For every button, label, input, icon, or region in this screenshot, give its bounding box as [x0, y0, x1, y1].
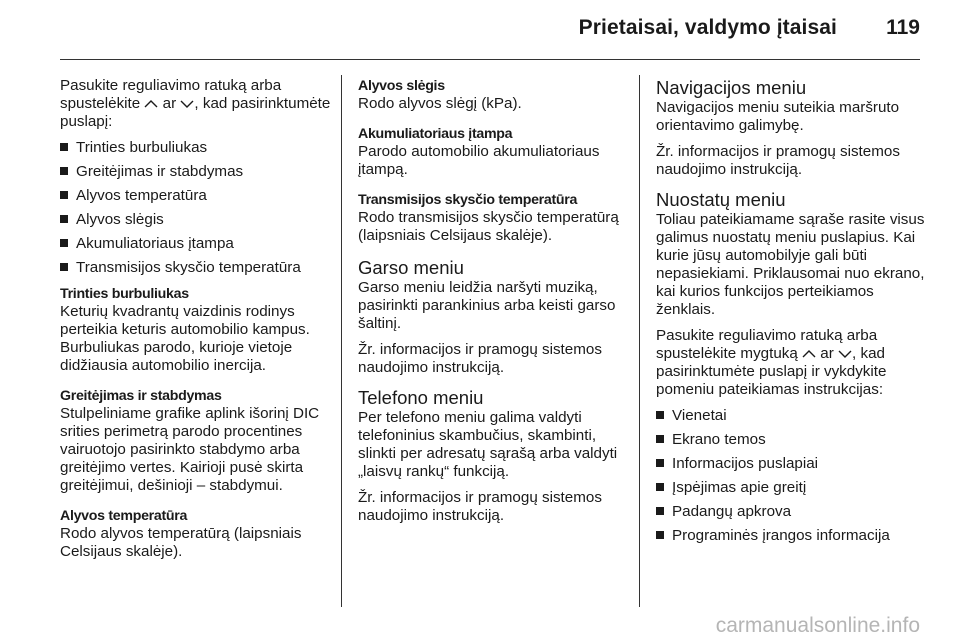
list-item: Informacijos puslapiai: [656, 455, 930, 473]
battery-section: [358, 125, 630, 179]
list-item: Trinties burbuliukas: [60, 139, 332, 157]
column-1: [60, 77, 332, 573]
nav-menu-text: Navigacijos meniu suteikia maršruto orientavimo galimybę.: [656, 99, 900, 134]
square-bullet-icon: [656, 411, 664, 419]
square-bullet-icon: [656, 459, 664, 467]
trans-section: [358, 191, 630, 245]
list-item: Ekrano temos: [656, 431, 930, 449]
column-3: [656, 77, 930, 553]
square-bullet-icon: [60, 239, 68, 247]
square-bullet-icon: [656, 531, 664, 539]
page-list: [60, 139, 332, 277]
list-item: Vienetai: [656, 407, 930, 425]
list-item: Transmisijos skysčio temperatūra: [60, 259, 332, 277]
accel-section: [60, 387, 332, 495]
chevron-down-icon: [838, 349, 852, 359]
square-bullet-icon: [656, 435, 664, 443]
friction-section: [60, 285, 332, 375]
watermark: carmanualsonline.info: [715, 614, 920, 637]
phone-menu-text: Per telefono meniu galima valdyti telefoninius skambučius, skambinti, slinkti per adresatų sąrašą arba valdyti „laisvų rankų“ funkciją.: [358, 409, 618, 480]
list-item: Programinės įrangos informacija: [656, 527, 930, 545]
accel-heading: Greitėjimas ir stabdymas: [60, 388, 222, 404]
settings-list: [656, 407, 930, 545]
square-bullet-icon: [60, 263, 68, 271]
oilpress-text: Rodo alyvos slėgį (kPa).: [358, 95, 522, 112]
page-title: Prietaisai, valdymo įtaisai: [578, 16, 837, 39]
list-item: Įspėjimas apie greitį: [656, 479, 930, 497]
column-2: [358, 77, 630, 533]
oiltemp-heading: Alyvos temperatūra: [60, 508, 188, 524]
accel-text: Stulpeliniame grafike aplink išorinį DIC srities perimetrą parodo procentines vairuotojo pasirinkto stabdymo arba greitėjimo vertes. Kairioji pusė skirta greitėjimui, dešinioji – stabdymui.: [60, 405, 320, 494]
list-item: Greitėjimas ir stabdymas: [60, 163, 332, 181]
battery-text: Parodo automobilio akumuliatoriaus įtampą.: [358, 143, 600, 178]
page-number: 119: [886, 16, 920, 39]
list-item: Alyvos temperatūra: [60, 187, 332, 205]
square-bullet-icon: [656, 507, 664, 515]
chevron-down-icon: [180, 99, 194, 109]
list-item: Padangų apkrova: [656, 503, 930, 521]
column-divider-1: [341, 75, 342, 607]
intro-paragraph: Pasukite reguliavimo ratuką arba spustelėkite ar , kad pasirinktumėte puslapį:: [60, 77, 331, 130]
chevron-up-icon: [144, 99, 158, 109]
oiltemp-text: Rodo alyvos temperatūrą (laipsniais Celsijaus skalėje).: [60, 525, 302, 560]
oiltemp-section: [60, 507, 332, 561]
trans-heading: Transmisijos skysčio temperatūra: [358, 192, 578, 208]
trans-text: Rodo transmisijos skysčio temperatūrą (laipsniais Celsijaus skalėje).: [358, 209, 619, 244]
square-bullet-icon: [60, 215, 68, 223]
audio-menu-text: Garso meniu leidžia naršyti muziką, pasirinkti parankinius arba keisti garso šaltinį.: [358, 279, 616, 332]
square-bullet-icon: [60, 167, 68, 175]
header-divider: [60, 59, 920, 60]
nav-menu-heading: Navigacijos meniu: [656, 77, 807, 98]
settings-menu-heading: Nuostatų meniu: [656, 189, 786, 210]
audio-menu-ref: Žr. informacijos ir pramogų sistemos naudojimo instrukciją.: [358, 341, 602, 376]
battery-heading: Akumuliatoriaus įtampa: [358, 126, 513, 142]
oilpress-heading: Alyvos slėgis: [358, 78, 445, 94]
list-item: Alyvos slėgis: [60, 211, 332, 229]
friction-heading: Trinties burbuliukas: [60, 286, 189, 302]
audio-menu-heading: Garso meniu: [358, 257, 464, 278]
friction-text: Keturių kvadrantų vaizdinis rodinys perteikia keturis automobilio kampus. Burbuliukas parodo, kurioje vietoje didžiausia automobilio inercija.: [60, 303, 310, 374]
list-item: Akumuliatoriaus įtampa: [60, 235, 332, 253]
settings-menu-text: Toliau pateikiamame sąraše rasite visus galimus nuostatų meniu puslapius. Kai kurie jūsų automobilyje gali būti nepasiekiami. Priklausomai nuo ekrano, kai kurios funkcijos perteikiamos ženklais.: [656, 211, 925, 318]
column-divider-2: [639, 75, 640, 607]
phone-menu-heading: Telefono meniu: [358, 387, 484, 408]
square-bullet-icon: [60, 191, 68, 199]
oilpress-section: [358, 77, 630, 113]
square-bullet-icon: [656, 483, 664, 491]
chevron-up-icon: [802, 349, 816, 359]
nav-menu-ref: Žr. informacijos ir pramogų sistemos naudojimo instrukciją.: [656, 143, 900, 178]
settings-intro-paragraph: Pasukite reguliavimo ratuką arba spustelėkite mygtuką ar , kad pasirinktumėte puslapį ir vykdykite pomeniu pateikiamas instrukcijas:: [656, 327, 887, 398]
phone-menu-ref: Žr. informacijos ir pramogų sistemos naudojimo instrukciją.: [358, 489, 602, 524]
square-bullet-icon: [60, 143, 68, 151]
